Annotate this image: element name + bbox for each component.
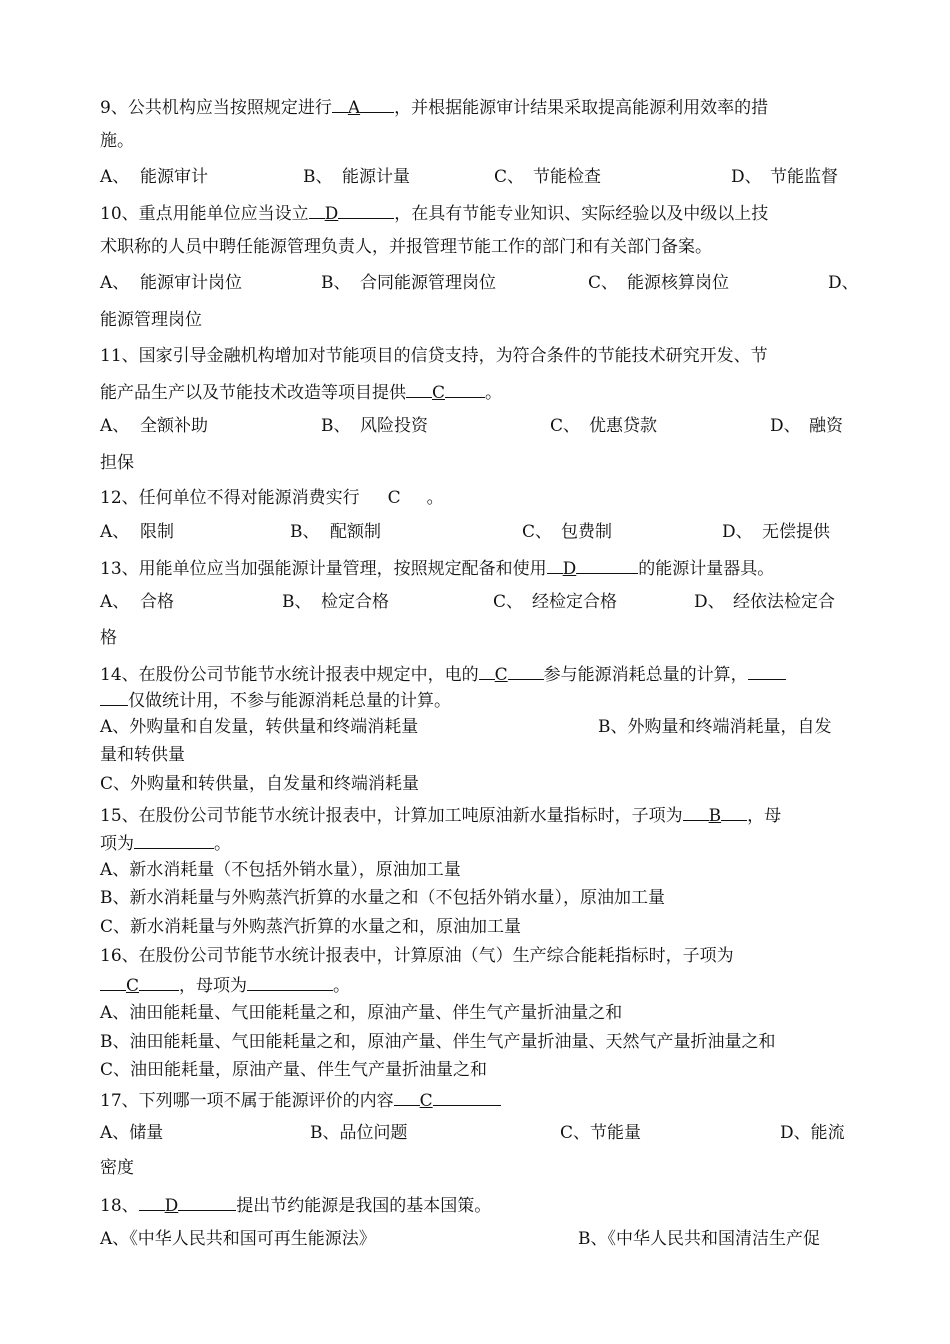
option-b-text: 合同能源管理岗位 [360, 273, 496, 293]
option-c: C、油田能耗量，原油产量、伴生气产量折油量之和 [100, 1060, 488, 1080]
option-a: A、 [100, 416, 130, 436]
option-d-text: 节能监督 [770, 167, 838, 187]
question-9-stem: 9、公共机构应当按照规定进行 A ，并根据能源审计结果采取提高能源利用效率的措 [100, 95, 768, 119]
option-b-text: 风险投资 [360, 416, 428, 436]
question-11-stem-cont: 能产品生产以及节能技术改造等项目提供 C 。 [100, 380, 502, 404]
answer-blank: D [562, 559, 577, 579]
option-c-text: 优惠贷款 [589, 416, 657, 436]
option-a-text: 能源审计岗位 [140, 273, 242, 293]
question-15-stem: 15、在股份公司节能节水统计报表中，计算加工吨原油新水量指标时，子项为 B ，母 [100, 803, 781, 827]
option-a-text: 能源审计 [140, 167, 208, 187]
option-d: D、 [694, 592, 725, 612]
option-a-text: 全额补助 [140, 416, 208, 436]
option-a: A、储量 [100, 1123, 164, 1143]
option-b-cont: 量和转供量 [100, 745, 185, 765]
option-c: C、 [493, 592, 524, 612]
option-b: B、外购量和终端消耗量，自发 [598, 717, 832, 737]
question-9-stem-cont: 施。 [100, 131, 134, 151]
option-c: C、节能量 [560, 1123, 642, 1143]
option-b: B、新水消耗量与外购蒸汽折算的水量之和（不包括外销水量），原油加工量 [100, 888, 665, 908]
option-a: A、 [100, 167, 130, 187]
option-b: B、 [303, 167, 333, 187]
option-b: B、 [282, 592, 312, 612]
option-d: D、 [731, 167, 762, 187]
option-a: A、 [100, 522, 130, 542]
option-a: A、外购量和自发量，转供量和终端消耗量 [100, 717, 419, 737]
option-c: C、外购量和转供量，自发量和终端消耗量 [100, 774, 420, 794]
option-a-text: 合格 [140, 592, 174, 612]
option-c: C、 [522, 522, 553, 542]
option-d-text-cont: 格 [100, 628, 117, 648]
option-d-cont: 密度 [100, 1158, 134, 1178]
option-d-text: 经依法检定合 [733, 592, 835, 612]
option-a: A、 [100, 592, 130, 612]
option-b: B、《中华人民共和国清洁生产促 [578, 1229, 820, 1249]
option-a: A、油田能耗量、气田能耗量之和，原油产量、伴生气产量折油量之和 [100, 1003, 623, 1023]
option-c: C、 [588, 273, 619, 293]
option-b-text: 检定合格 [321, 592, 389, 612]
option-a-text: 限制 [140, 522, 174, 542]
answer-blank: D [324, 204, 339, 224]
option-b: B、 [321, 273, 351, 293]
option-b: B、 [290, 522, 320, 542]
question-18-stem: 18、 D 提出节约能源是我国的基本国策。 [100, 1193, 491, 1217]
option-c-text: 节能检查 [533, 167, 601, 187]
answer-blank: C [432, 383, 446, 403]
option-b: B、 [321, 416, 351, 436]
option-b-text: 能源计量 [342, 167, 410, 187]
question-10-stem: 10、重点用能单位应当设立 D ，在具有节能专业知识、实际经验以及中级以上技 [100, 201, 768, 225]
question-14-stem-cont: 仅做统计用，不参与能源消耗总量的计算。 [100, 688, 451, 712]
option-c: C、 [494, 167, 525, 187]
option-d-text: 融资 [809, 416, 843, 436]
answer-blank: C [494, 665, 508, 685]
option-c-text: 经检定合格 [532, 592, 617, 612]
option-a: A、新水消耗量（不包括外销水量），原油加工量 [100, 860, 461, 880]
question-13-stem: 13、用能单位应当加强能源计量管理，按照规定配备和使用 D 的能源计量器具。 [100, 556, 774, 580]
option-d-text: 无偿提供 [762, 522, 830, 542]
answer-blank: A [347, 98, 361, 118]
question-15-stem-cont: 项为 。 [100, 831, 231, 855]
option-d: D、 [770, 416, 801, 436]
question-11-stem: 11、国家引导金融机构增加对节能项目的信贷支持，为符合条件的节能技术研究开发、节 [100, 346, 768, 366]
option-a: A、《中华人民共和国可再生能源法》 [100, 1229, 376, 1249]
question-14-stem: 14、在股份公司节能节水统计报表中规定中，电的 C 参与能源消耗总量的计算， [100, 662, 786, 686]
question-16-stem-cont: C ，母项为 。 [100, 973, 350, 997]
option-c: C、 [550, 416, 581, 436]
answer-blank: C [387, 488, 401, 508]
option-d-text-cont: 担保 [100, 453, 134, 473]
option-a: A、 [100, 273, 130, 293]
option-d: D、能流 [780, 1123, 845, 1143]
option-d-text: 能源管理岗位 [100, 310, 202, 330]
question-10-stem-cont: 术职称的人员中聘任能源管理负责人，并报管理节能工作的部门和有关部门备案。 [100, 237, 712, 257]
option-c-text: 包费制 [561, 522, 612, 542]
option-d: D、 [722, 522, 753, 542]
option-c-text: 能源核算岗位 [627, 273, 729, 293]
answer-blank: C [419, 1091, 433, 1111]
option-b: B、品位问题 [310, 1123, 408, 1143]
answer-blank: D [164, 1196, 179, 1216]
option-c: C、新水消耗量与外购蒸汽折算的水量之和，原油加工量 [100, 917, 522, 937]
answer-blank: B [708, 806, 722, 826]
option-d: D、 [828, 273, 859, 293]
question-16-stem: 16、在股份公司节能节水统计报表中，计算原油（气）生产综合能耗指标时，子项为 [100, 946, 734, 966]
option-b: B、油田能耗量、气田能耗量之和，原油产量、伴生气产量折油量、天然气产量折油量之和 [100, 1032, 776, 1052]
answer-blank: C [126, 976, 140, 996]
question-17-stem: 17、下列哪一项不属于能源评价的内容 C [100, 1088, 501, 1112]
option-b-text: 配额制 [330, 522, 381, 542]
question-12-stem: 12、任何单位不得对能源消费实行 C 。 [100, 488, 444, 508]
